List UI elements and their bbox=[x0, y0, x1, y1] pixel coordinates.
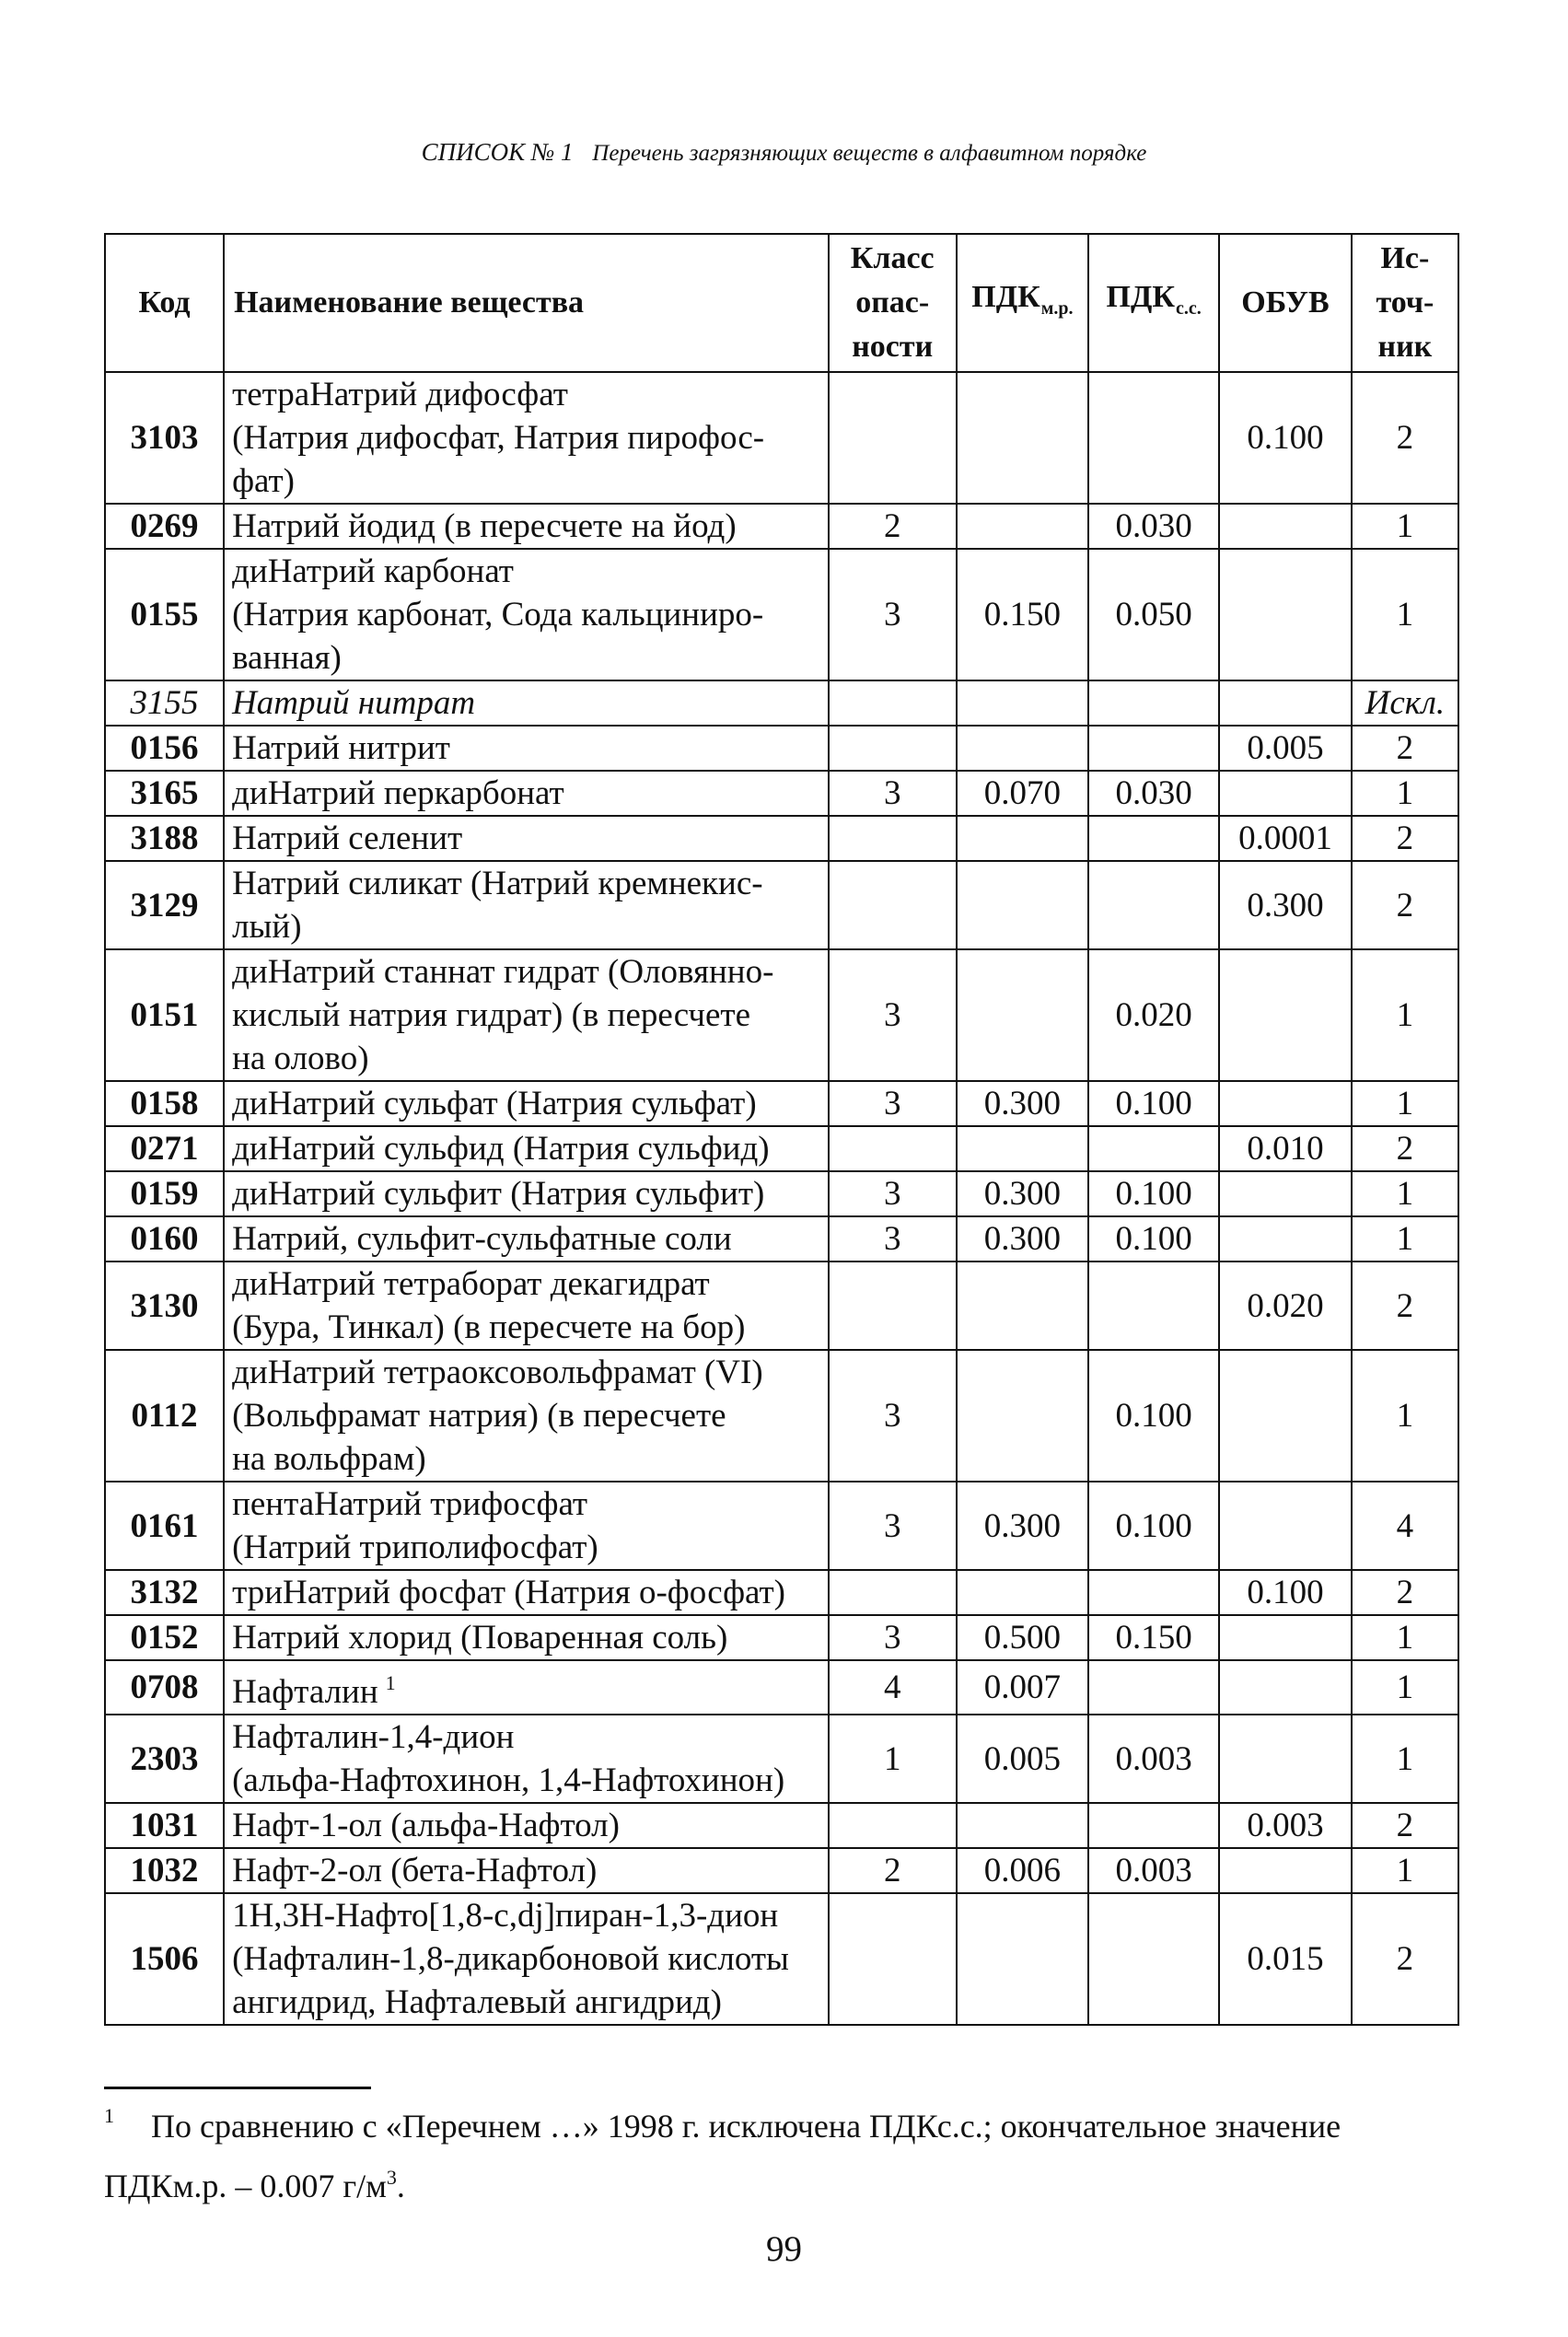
footnote bbox=[104, 2090, 1430, 2212]
header-hazard-class bbox=[829, 234, 957, 372]
cell-name-text: (Вольфрамат натрия) (в пересчете bbox=[232, 1397, 726, 1435]
cell-name bbox=[224, 549, 829, 680]
cell-name-text: диНатрий перкарбонат bbox=[232, 774, 564, 812]
header-class-line-3: ности bbox=[852, 330, 934, 364]
cell-pdk-mr bbox=[957, 949, 1089, 1081]
cell-code: 3129 bbox=[105, 861, 224, 949]
cell-pdk-ss bbox=[1088, 861, 1219, 949]
cell-name-line bbox=[232, 950, 820, 994]
footnote-line-1 bbox=[104, 2090, 1430, 2152]
cell-source: 2 bbox=[1352, 816, 1458, 861]
cell-name-line bbox=[232, 1661, 820, 1714]
cell-pdk-ss: 0.100 bbox=[1088, 1350, 1219, 1482]
cell-pdk-ss bbox=[1088, 680, 1219, 726]
cell-name-line bbox=[232, 1715, 820, 1759]
cell-pdk-mr bbox=[957, 1126, 1089, 1171]
cell-name bbox=[224, 504, 829, 549]
cell-name bbox=[224, 1848, 829, 1893]
cell-name-line bbox=[232, 994, 820, 1037]
cell-pdk-mr: 0.300 bbox=[957, 1171, 1089, 1216]
cell-hazard-class: 3 bbox=[829, 1171, 957, 1216]
cell-obuv: 0.015 bbox=[1219, 1893, 1352, 2025]
cell-name bbox=[224, 1615, 829, 1660]
cell-name-line bbox=[232, 817, 820, 860]
cell-hazard-class: 3 bbox=[829, 1615, 957, 1660]
cell-code: 3130 bbox=[105, 1262, 224, 1350]
cell-pdk-ss bbox=[1088, 1803, 1219, 1848]
cell-name-line bbox=[232, 1217, 820, 1261]
cell-name-line bbox=[232, 373, 820, 416]
cell-name-line bbox=[232, 1037, 820, 1080]
cell-name-line bbox=[232, 1849, 820, 1892]
cell-name-line bbox=[232, 459, 820, 503]
cell-obuv bbox=[1219, 1081, 1352, 1126]
header-pdk-mr-main: ПДК bbox=[971, 280, 1040, 314]
table-row bbox=[105, 1216, 1458, 1262]
cell-source: 1 bbox=[1352, 1350, 1458, 1482]
header-class-line-2: опас- bbox=[855, 285, 930, 320]
cell-name-text: ванная) bbox=[232, 639, 342, 677]
footnote-text-1: По сравнению с «Перечнем …» 1998 г. исключена ПДКс.с.; окончательное значение bbox=[151, 2108, 1342, 2145]
cell-name-text: ангидрид, Нафталевый ангидрид) bbox=[232, 1983, 722, 2021]
table-row bbox=[105, 861, 1458, 949]
cell-name-text: диНатрий станнат гидрат (Оловянно- bbox=[232, 953, 774, 991]
table-row bbox=[105, 1482, 1458, 1570]
cell-source: 1 bbox=[1352, 1715, 1458, 1803]
cell-hazard-class: 2 bbox=[829, 504, 957, 549]
cell-name-text: (Натрия карбонат, Сода кальциниро- bbox=[232, 596, 764, 634]
cell-hazard-class bbox=[829, 1893, 957, 2025]
cell-pdk-ss bbox=[1088, 1262, 1219, 1350]
cell-pdk-mr: 0.150 bbox=[957, 549, 1089, 680]
cell-name-line bbox=[232, 1082, 820, 1125]
cell-name bbox=[224, 1350, 829, 1482]
cell-name-text: диНатрий сульфид (Натрия сульфид) bbox=[232, 1130, 770, 1168]
cell-source: 1 bbox=[1352, 1660, 1458, 1715]
table-body bbox=[105, 372, 1458, 2025]
table-row bbox=[105, 1126, 1458, 1171]
cell-name-line bbox=[232, 1526, 820, 1569]
footnote-number: 1 bbox=[104, 2104, 114, 2127]
cell-code: 0708 bbox=[105, 1660, 224, 1715]
cell-hazard-class bbox=[829, 1570, 957, 1615]
cell-code: 0151 bbox=[105, 949, 224, 1081]
cell-hazard-class: 3 bbox=[829, 1350, 957, 1482]
header-code: Код bbox=[105, 234, 224, 372]
cell-pdk-ss bbox=[1088, 1570, 1219, 1615]
cell-source: 2 bbox=[1352, 1570, 1458, 1615]
cell-name-line bbox=[232, 1937, 820, 1981]
cell-name bbox=[224, 861, 829, 949]
table-row bbox=[105, 1660, 1458, 1715]
cell-source: 2 bbox=[1352, 372, 1458, 504]
table-row bbox=[105, 816, 1458, 861]
cell-name bbox=[224, 726, 829, 771]
cell-name-line bbox=[232, 1616, 820, 1659]
cell-pdk-mr bbox=[957, 861, 1089, 949]
cell-name-text: на олово) bbox=[232, 1040, 369, 1077]
footnote-line-2 bbox=[104, 2152, 1430, 2212]
table-row bbox=[105, 1081, 1458, 1126]
footnote-unit-superscript: 3 bbox=[386, 2166, 397, 2189]
cell-pdk-ss: 0.100 bbox=[1088, 1081, 1219, 1126]
cell-name bbox=[224, 1660, 829, 1715]
cell-name bbox=[224, 1126, 829, 1171]
header-row bbox=[105, 234, 1458, 372]
cell-name bbox=[224, 1216, 829, 1262]
cell-name-text: Натрий селенит bbox=[232, 820, 463, 857]
cell-source: 1 bbox=[1352, 1848, 1458, 1893]
cell-pdk-ss bbox=[1088, 816, 1219, 861]
cell-name-text: Нафталин-1,4-дион bbox=[232, 1718, 515, 1756]
cell-code: 0269 bbox=[105, 504, 224, 549]
cell-source: 1 bbox=[1352, 771, 1458, 816]
header-source-line-2: точ- bbox=[1376, 285, 1434, 320]
table-row bbox=[105, 1893, 1458, 2025]
cell-code: 3103 bbox=[105, 372, 224, 504]
cell-name bbox=[224, 1715, 829, 1803]
cell-pdk-ss bbox=[1088, 1660, 1219, 1715]
cell-hazard-class: 4 bbox=[829, 1660, 957, 1715]
cell-pdk-mr bbox=[957, 1803, 1089, 1848]
cell-name-line bbox=[232, 681, 820, 725]
cell-pdk-mr: 0.300 bbox=[957, 1216, 1089, 1262]
cell-name-text: диНатрий сульфат (Натрия сульфат) bbox=[232, 1085, 757, 1122]
cell-source: Искл. bbox=[1352, 680, 1458, 726]
table-row bbox=[105, 726, 1458, 771]
cell-pdk-ss: 0.030 bbox=[1088, 504, 1219, 549]
cell-name-text: кислый натрия гидрат) (в пересчете bbox=[232, 996, 751, 1034]
cell-name-line bbox=[232, 1571, 820, 1614]
cell-source: 2 bbox=[1352, 726, 1458, 771]
cell-pdk-mr bbox=[957, 504, 1089, 549]
cell-pdk-mr: 0.007 bbox=[957, 1660, 1089, 1715]
cell-name-line bbox=[232, 1127, 820, 1170]
cell-obuv bbox=[1219, 1350, 1352, 1482]
cell-pdk-mr bbox=[957, 680, 1089, 726]
header-name: Наименование вещества bbox=[224, 234, 829, 372]
cell-obuv: 0.020 bbox=[1219, 1262, 1352, 1350]
cell-code: 1031 bbox=[105, 1803, 224, 1848]
cell-name-line bbox=[232, 1759, 820, 1802]
cell-pdk-ss: 0.050 bbox=[1088, 549, 1219, 680]
cell-name-line bbox=[232, 1437, 820, 1481]
cell-name-text: фат) bbox=[232, 462, 296, 500]
footnote-marker: 1 bbox=[385, 1671, 396, 1694]
cell-name-line bbox=[232, 1306, 820, 1349]
cell-source: 1 bbox=[1352, 1171, 1458, 1216]
cell-name-text: диНатрий тетраборат декагидрат bbox=[232, 1265, 710, 1303]
cell-name-text: Натрий, сульфит-сульфатные соли bbox=[232, 1220, 732, 1258]
cell-name-text: (Бура, Тинкал) (в пересчете на бор) bbox=[232, 1308, 746, 1346]
table-row bbox=[105, 1570, 1458, 1615]
cell-name-text: 1Н,3Н-Нафто[1,8-c,dj]пиран-1,3-дион bbox=[232, 1897, 779, 1935]
cell-pdk-ss bbox=[1088, 726, 1219, 771]
cell-name bbox=[224, 372, 829, 504]
cell-name-text: Натрий йодид (в пересчете на йод) bbox=[232, 507, 737, 545]
cell-code: 1032 bbox=[105, 1848, 224, 1893]
cell-pdk-mr: 0.070 bbox=[957, 771, 1089, 816]
cell-obuv bbox=[1219, 1615, 1352, 1660]
cell-hazard-class bbox=[829, 680, 957, 726]
cell-name-text: Натрий нитрит bbox=[232, 729, 450, 767]
cell-code: 0112 bbox=[105, 1350, 224, 1482]
cell-code: 0156 bbox=[105, 726, 224, 771]
table-row bbox=[105, 1350, 1458, 1482]
cell-name-text: диНатрий сульфит (Натрия сульфит) bbox=[232, 1175, 765, 1213]
cell-name-text: тетраНатрий дифосфат bbox=[232, 376, 568, 413]
cell-name-line bbox=[232, 727, 820, 770]
header-pdk-mr-sub: м.р. bbox=[1040, 298, 1074, 319]
footnote-text-2-end: . bbox=[396, 2168, 405, 2204]
cell-hazard-class bbox=[829, 861, 957, 949]
cell-hazard-class bbox=[829, 1262, 957, 1350]
cell-pdk-ss: 0.100 bbox=[1088, 1482, 1219, 1570]
cell-pdk-mr: 0.005 bbox=[957, 1715, 1089, 1803]
cell-obuv bbox=[1219, 1848, 1352, 1893]
cell-name-line bbox=[232, 1394, 820, 1437]
header-pdk-ss-main: ПДК bbox=[1106, 280, 1176, 314]
footnote-divider bbox=[104, 2087, 371, 2089]
cell-source: 1 bbox=[1352, 504, 1458, 549]
table-row bbox=[105, 549, 1458, 680]
cell-obuv: 0.005 bbox=[1219, 726, 1352, 771]
header-class-line-1: Класс bbox=[850, 241, 935, 275]
cell-hazard-class: 3 bbox=[829, 1216, 957, 1262]
cell-pdk-mr bbox=[957, 372, 1089, 504]
cell-hazard-class bbox=[829, 816, 957, 861]
cell-pdk-ss: 0.100 bbox=[1088, 1216, 1219, 1262]
cell-name-text: Нафт-1-ол (альфа-Нафтол) bbox=[232, 1807, 620, 1844]
cell-code: 0159 bbox=[105, 1171, 224, 1216]
cell-name-text: Натрий хлорид (Поваренная соль) bbox=[232, 1619, 728, 1657]
cell-name bbox=[224, 1081, 829, 1126]
cell-name bbox=[224, 1893, 829, 2025]
cell-obuv: 0.0001 bbox=[1219, 816, 1352, 861]
cell-code: 0271 bbox=[105, 1126, 224, 1171]
cell-pdk-mr bbox=[957, 1350, 1089, 1482]
cell-hazard-class: 1 bbox=[829, 1715, 957, 1803]
cell-name bbox=[224, 949, 829, 1081]
table-row bbox=[105, 1803, 1458, 1848]
cell-pdk-ss: 0.003 bbox=[1088, 1848, 1219, 1893]
cell-obuv: 0.100 bbox=[1219, 372, 1352, 504]
cell-name bbox=[224, 680, 829, 726]
cell-source: 2 bbox=[1352, 1803, 1458, 1848]
table-row bbox=[105, 1171, 1458, 1216]
cell-source: 1 bbox=[1352, 949, 1458, 1081]
cell-pdk-mr: 0.300 bbox=[957, 1482, 1089, 1570]
cell-name-line bbox=[232, 862, 820, 905]
cell-pdk-ss: 0.020 bbox=[1088, 949, 1219, 1081]
cell-pdk-mr: 0.006 bbox=[957, 1848, 1089, 1893]
page-number: 99 bbox=[766, 2229, 802, 2269]
cell-source: 1 bbox=[1352, 1081, 1458, 1126]
cell-name-text: на вольфрам) bbox=[232, 1440, 426, 1478]
cell-source: 1 bbox=[1352, 549, 1458, 680]
header-source bbox=[1352, 234, 1458, 372]
cell-name-line bbox=[232, 1172, 820, 1215]
cell-name-text: (Нафталин-1,8-дикарбоновой кислоты bbox=[232, 1940, 789, 1978]
cell-name-text: Натрий силикат (Натрий кремнекис- bbox=[232, 865, 763, 902]
table-row bbox=[105, 1715, 1458, 1803]
cell-obuv: 0.010 bbox=[1219, 1126, 1352, 1171]
cell-name-line bbox=[232, 1262, 820, 1306]
cell-code: 0158 bbox=[105, 1081, 224, 1126]
cell-name-text: диНатрий карбонат bbox=[232, 552, 514, 590]
cell-hazard-class: 3 bbox=[829, 1081, 957, 1126]
header-source-line-3: ник bbox=[1377, 330, 1433, 364]
page-title bbox=[0, 138, 1568, 167]
cell-name-text: (альфа-Нафтохинон, 1,4-Нафтохинон) bbox=[232, 1761, 785, 1799]
cell-code: 1506 bbox=[105, 1893, 224, 2025]
cell-pdk-mr bbox=[957, 726, 1089, 771]
cell-name-text: Нафт-2-ол (бета-Нафтол) bbox=[232, 1852, 598, 1889]
cell-pdk-mr bbox=[957, 816, 1089, 861]
cell-obuv bbox=[1219, 949, 1352, 1081]
cell-name-line bbox=[232, 772, 820, 815]
cell-source: 2 bbox=[1352, 1126, 1458, 1171]
cell-name-line bbox=[232, 1894, 820, 1937]
cell-code: 3188 bbox=[105, 816, 224, 861]
cell-name-line bbox=[232, 1351, 820, 1394]
cell-obuv: 0.300 bbox=[1219, 861, 1352, 949]
table-row bbox=[105, 949, 1458, 1081]
header-pdk-ss-sub: с.с. bbox=[1176, 298, 1202, 319]
cell-name-text: Нафталин bbox=[232, 1673, 378, 1711]
cell-pdk-ss bbox=[1088, 372, 1219, 504]
cell-source: 1 bbox=[1352, 1216, 1458, 1262]
cell-hazard-class: 3 bbox=[829, 771, 957, 816]
header-source-line-1: Ис- bbox=[1380, 241, 1430, 275]
cell-hazard-class: 3 bbox=[829, 549, 957, 680]
table-row bbox=[105, 1262, 1458, 1350]
substances-table bbox=[104, 233, 1459, 2026]
cell-hazard-class bbox=[829, 1126, 957, 1171]
cell-name-text: (Натрия дифосфат, Натрия пирофос- bbox=[232, 419, 765, 457]
cell-name-line bbox=[232, 593, 820, 636]
cell-code: 3132 bbox=[105, 1570, 224, 1615]
cell-pdk-mr bbox=[957, 1570, 1089, 1615]
cell-obuv: 0.003 bbox=[1219, 1803, 1352, 1848]
cell-pdk-mr: 0.300 bbox=[957, 1081, 1089, 1126]
list-title: СПИСОК № 1 bbox=[421, 138, 574, 166]
cell-pdk-ss: 0.003 bbox=[1088, 1715, 1219, 1803]
table-row bbox=[105, 680, 1458, 726]
cell-name-line bbox=[232, 1804, 820, 1847]
cell-obuv bbox=[1219, 1660, 1352, 1715]
table-row bbox=[105, 372, 1458, 504]
cell-obuv bbox=[1219, 1715, 1352, 1803]
cell-obuv bbox=[1219, 680, 1352, 726]
cell-source: 1 bbox=[1352, 1615, 1458, 1660]
cell-pdk-ss: 0.100 bbox=[1088, 1171, 1219, 1216]
table-row bbox=[105, 504, 1458, 549]
cell-name-line bbox=[232, 1482, 820, 1526]
cell-code: 0155 bbox=[105, 549, 224, 680]
cell-pdk-ss: 0.030 bbox=[1088, 771, 1219, 816]
cell-name-text: пентаНатрий трифосфат bbox=[232, 1485, 588, 1523]
cell-code: 0161 bbox=[105, 1482, 224, 1570]
cell-name-text: диНатрий тетраоксовольфрамат (VI) bbox=[232, 1354, 763, 1391]
cell-code: 3165 bbox=[105, 771, 224, 816]
header-pdk-ss bbox=[1088, 234, 1219, 372]
cell-obuv: 0.100 bbox=[1219, 1570, 1352, 1615]
cell-obuv bbox=[1219, 549, 1352, 680]
cell-hazard-class: 3 bbox=[829, 1482, 957, 1570]
cell-name-line bbox=[232, 636, 820, 680]
cell-name bbox=[224, 1262, 829, 1350]
cell-name-line bbox=[232, 905, 820, 948]
cell-source: 2 bbox=[1352, 861, 1458, 949]
cell-code: 0152 bbox=[105, 1615, 224, 1660]
cell-hazard-class bbox=[829, 1803, 957, 1848]
cell-obuv bbox=[1219, 771, 1352, 816]
cell-name-line bbox=[232, 505, 820, 548]
cell-name bbox=[224, 1482, 829, 1570]
header-pdk-mr bbox=[957, 234, 1089, 372]
cell-obuv bbox=[1219, 1171, 1352, 1216]
cell-name bbox=[224, 1803, 829, 1848]
cell-name bbox=[224, 1171, 829, 1216]
cell-hazard-class bbox=[829, 726, 957, 771]
cell-obuv bbox=[1219, 1482, 1352, 1570]
cell-name-line bbox=[232, 1981, 820, 2024]
footnote-text-2: ПДКм.р. – 0.007 г/м bbox=[104, 2168, 387, 2204]
cell-name-text: триНатрий фосфат (Натрия о-фосфат) bbox=[232, 1574, 786, 1611]
cell-obuv bbox=[1219, 504, 1352, 549]
cell-code: 3155 bbox=[105, 680, 224, 726]
table-row bbox=[105, 771, 1458, 816]
cell-hazard-class: 2 bbox=[829, 1848, 957, 1893]
cell-pdk-mr: 0.500 bbox=[957, 1615, 1089, 1660]
cell-hazard-class: 3 bbox=[829, 949, 957, 1081]
cell-source: 2 bbox=[1352, 1893, 1458, 2025]
header-obuv: ОБУВ bbox=[1219, 234, 1352, 372]
cell-pdk-ss bbox=[1088, 1893, 1219, 2025]
cell-pdk-ss bbox=[1088, 1126, 1219, 1171]
cell-name bbox=[224, 1570, 829, 1615]
cell-code: 2303 bbox=[105, 1715, 224, 1803]
cell-obuv bbox=[1219, 1216, 1352, 1262]
cell-pdk-mr bbox=[957, 1893, 1089, 2025]
cell-code: 0160 bbox=[105, 1216, 224, 1262]
cell-name bbox=[224, 816, 829, 861]
cell-name-line bbox=[232, 550, 820, 593]
cell-hazard-class bbox=[829, 372, 957, 504]
cell-name bbox=[224, 771, 829, 816]
list-subtitle: Перечень загрязняющих веществ в алфавитном порядке bbox=[592, 141, 1147, 166]
cell-source: 2 bbox=[1352, 1262, 1458, 1350]
table-row bbox=[105, 1848, 1458, 1893]
cell-name-text: лый) bbox=[232, 908, 302, 946]
cell-pdk-mr bbox=[957, 1262, 1089, 1350]
cell-source: 4 bbox=[1352, 1482, 1458, 1570]
cell-pdk-ss: 0.150 bbox=[1088, 1615, 1219, 1660]
cell-name-line bbox=[232, 416, 820, 459]
cell-name-text: (Натрий триполифосфат) bbox=[232, 1529, 598, 1566]
table-row bbox=[105, 1615, 1458, 1660]
cell-name-text: Натрий нитрат bbox=[232, 684, 476, 722]
